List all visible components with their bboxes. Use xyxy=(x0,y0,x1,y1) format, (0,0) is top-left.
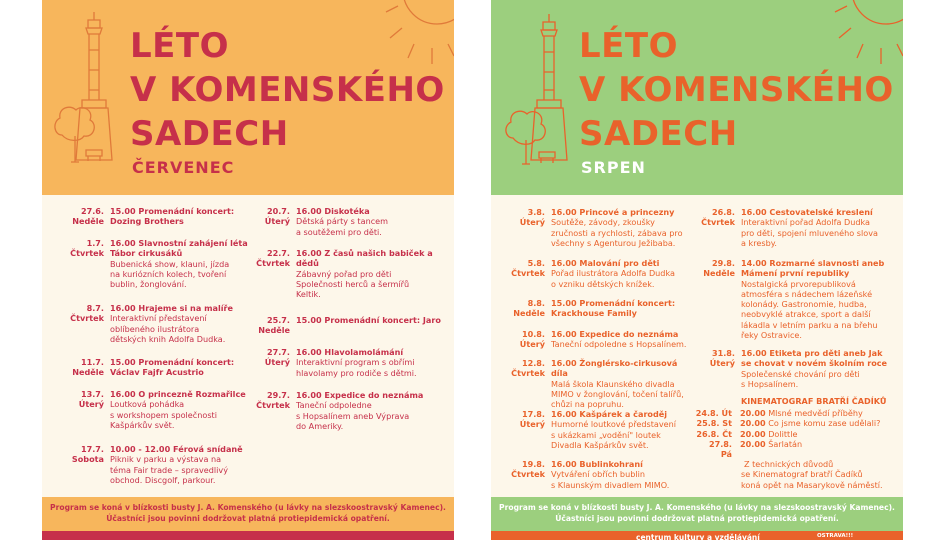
tree-icon xyxy=(55,107,94,140)
sun-icon xyxy=(403,0,454,24)
bench-icon xyxy=(539,152,555,163)
page-title: LÉTO V KOMENSKÉHO SADECH xyxy=(579,26,894,154)
kino-row: 26.8. Čt 20.00 Dolittle xyxy=(696,428,798,439)
month-label: ČERVENEC xyxy=(132,158,235,177)
poster-header xyxy=(42,0,454,195)
poster-july: LÉTO V KOMENSKÉHO SADECH ČERVENEC 27.6. Neděle 15.00 Promenádní koncert: Dozing Brothers 1.7. Čtvrtek 16.00 Slavnostní zahájení léta Tábor cirkusáků Bubenická show, klauni, jízda na kuriózních kolech, tvoření bublin, žonglování. 8.7. Čtvrtek 16.00 Hrajeme si na malíře Interaktivní představení oblíbeného ilustrátora dětských knih Adolfa Dudka. 11.7. Neděle 15.00 Promenádní koncert: Václav Fajfr Acustrio 13.7. Úterý 16.00 O princezně Rozmařilce Loutková pohádka s workshopem společnosti Kašpárkův svět. 17.7. Sobota 10.00 - 12.00 Férová snídaně Piknik v parku a výstava na téma Fair trade – spravedlivý obchod. Discgolf, parkour. 20.7. Úterý 16.00 Diskotéka Dětská párty s tancem a soutěžemi pro děti. 22.7. Čtvrtek 16.00 Z časů našich babiček a dědů Zábavný pořad pro děti Společnosti herců a šermířů Keltik. 25.7. Neděle 15.00 Promenádní koncert: Jaro 27.7. Úterý 16.00 Hlavolamolámání Interaktivní program s obřími hlavolamy pro rodiče s dětmi. 29.7. Čtvrtek 16.00 Expedice do neznáma Taneční odpoledne s Hopsalínem aneb Výprava do Ameriky. Program se koná v blízkosti busty J. A. Komenského (u lávky na slezskoostravský Kamenec). Účastníci jsou povinni dodržovat platná protiepidemická opatření. xyxy=(42,0,454,540)
kino-row: 24.8. Út 20.00 Mlsné medvědí příběhy xyxy=(695,408,863,418)
month-label: SRPEN xyxy=(581,158,646,177)
sun-icon xyxy=(852,0,903,24)
kino-row: 25.8. St 20.00 Co jsme komu zase udělali? xyxy=(696,418,881,429)
footer-note: Program se koná v blízkosti busty J. A. Komenského (u lávky na slezskoostravský Kamenec). Účastníci jsou povinni dodržovat platná protiepidemická opatření. xyxy=(491,497,903,531)
poster-august: LÉTO V KOMENSKÉHO SADECH SRPEN 3.8. Úterý 16.00 Princové a princezny Soutěže, závody, zkoušky zručnosti a rychlosti, zábava pro všechny s Agenturou Ježibaba. 5.8. Čtvrtek 16.00 Malování pro děti Pořad ilustrátora Adolfa Dudka o vzniku dětských knížek. 8.8. Neděle 15.00 Promenádní koncert: Krackhouse Family 10.8. Úterý 16.00 Expedice do neznáma Taneční odpoledne s Hopsalínem. 12.8. Čtvrtek 16.00 Žonglérsko-cirkusová díla Malá škola Klaunského divadla MIMO v žonglování, točení talířů, chůzi na popruhu. 17.8. Úterý 16.00 Kašpárek a čaroděj Humorné loutkové představení s ukázkami „vodění" loutek Divadla Kašpárkův svět. 19.8. Čtvrtek 16.00 Bublinkohraní Vytváření obřích bublin s Klaunským divadlem MIMO. 26.8. Čtvrtek 16.00 Cestovatelské kreslení Interaktivní pořad Adolfa Dudka pro děti, spojení mluveného slova a kresby. 29.8. Neděle 14.00 Rozmarné slavnosti aneb Mámení první republiky Nostalgická prvorepubliková atmosféra s nádechem lázeňské kolonády. Gastronomie, hudba, neobvyklé atrakce, sport a další lákadla v letním parku a na břehu řeky Ostravice. 31.8. Úterý 16.00 Etiketa pro děti aneb Jak se chovat v novém školním roce Společenské chování pro děti s Hopsalínem. KINEMATOGRAF BRATŘÍ ČADÍKŮ 24.8. Út 20.00 Mlsné medvědí příběhy 25.8. St 20.00 Co jsme komu zase udělali? 26.8. Čt 20.00 Dolittle 27.8. Pá 20.00 Šarlatán Z technických důvodů se Kinematograf bratří Čadíků koná opět na Masarykově náměstí. Program se koná v blízkosti busty J. A. Komenského (u lávky na slezskoostravský Kamenec). Účastníci jsou povinni dodržovat platná protiepidemická opatření. centrum kultury a vzdělávání OSTRAVA!!! xyxy=(491,0,903,540)
kino-note: Z technických důvodů se Kinematograf bratří Čadíků koná opět na Masarykově náměstí. xyxy=(741,459,883,490)
kino-heading: KINEMATOGRAF BRATŘÍ ČADÍKŮ xyxy=(741,396,887,406)
bottom-bar xyxy=(42,531,454,540)
organizer-label: centrum kultury a vzdělávání xyxy=(636,533,760,540)
city-tag: OSTRAVA!!! xyxy=(817,533,854,539)
kino-schedule xyxy=(695,408,895,460)
footer-note: Program se koná v blízkosti busty J. A. Komenského (u lávky na slezskoostravský Kamenec). Účastníci jsou povinni dodržovat platná protiepidemická opatření. xyxy=(42,497,454,531)
tree-icon xyxy=(506,111,545,144)
kino-row: 27.8. Pá 20.00 Šarlatán xyxy=(708,438,803,460)
poster-header xyxy=(491,0,903,195)
page-title: LÉTO V KOMENSKÉHO SADECH xyxy=(130,26,445,154)
